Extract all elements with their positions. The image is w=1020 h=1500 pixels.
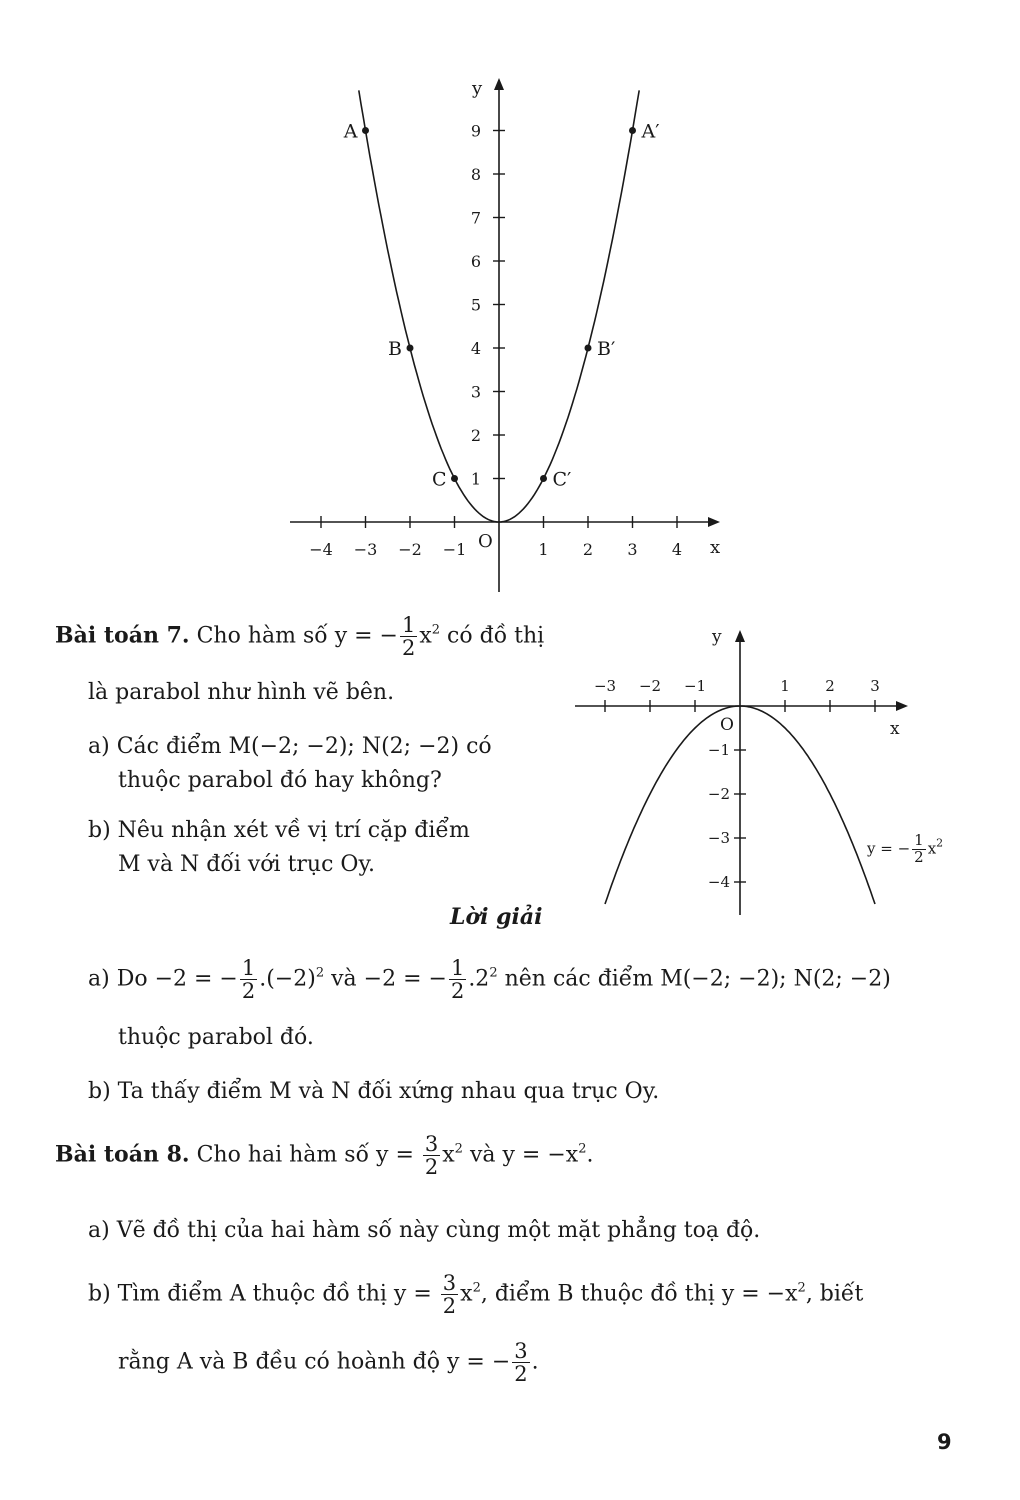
y-tick-label: −4	[707, 873, 730, 891]
problem-7-question-a-2: thuộc parabol đó hay không?	[118, 768, 442, 793]
y-tick-label: −3	[707, 829, 730, 847]
solution-a-line-2: thuộc parabol đó.	[118, 1025, 314, 1050]
x-tick-label: 1	[538, 540, 549, 559]
problem-7-question-b-2: M và N đối với trục Oy.	[118, 852, 375, 877]
point-label: A′	[641, 120, 660, 143]
point-marker	[451, 475, 458, 482]
solution-a-line-1: a) Do −2 = − $\frac{1}{2}$ $.(-2)^2$ và −2 = − $\frac{1}{2}$ $.2^2$ nên các điểm M(−2; −2); N(2; −2)	[88, 956, 891, 1004]
point-label: B	[388, 338, 402, 360]
y-tick-label: −2	[707, 785, 730, 803]
x-tick-label: 3	[627, 540, 638, 559]
y-tick-label: 4	[470, 339, 481, 358]
x-tick-label: −3	[593, 677, 617, 695]
point-marker	[629, 127, 636, 134]
x-tick-label: 4	[671, 540, 683, 559]
x-tick-label: 2	[582, 540, 594, 559]
x-tick-label: −2	[638, 677, 662, 695]
y-tick-label: 6	[470, 252, 481, 271]
parabol-graph-y-x2	[270, 70, 740, 600]
point-marker	[585, 345, 592, 352]
problem-8-line-1: Bài toán 8. Cho hai hàm số y = $\frac{3}{2}$ $x^2$ và $y = -x^2$.	[55, 1132, 594, 1180]
point-label: C′	[552, 468, 572, 491]
x-tick-label: 1	[780, 677, 790, 695]
point-label: B′	[597, 338, 616, 360]
curve-label: y = − $\frac{1}{2}$ $x^2$	[867, 831, 944, 866]
problem-8-question-a: a) Vẽ đồ thị của hai hàm số này cùng một mặt phẳng toạ độ.	[88, 1218, 761, 1243]
problem-7-title: Bài toán 7.	[55, 622, 190, 649]
y-axis-label: y	[472, 78, 483, 99]
origin-label: O	[720, 715, 734, 735]
x-tick-label: −1	[442, 540, 467, 559]
solution-b: b) Ta thấy điểm M và N đối xứng nhau qua trục Oy.	[88, 1079, 660, 1104]
x-tick-label: 3	[870, 677, 880, 695]
y-tick-label: −1	[707, 741, 730, 759]
y-tick-label: 2	[470, 426, 481, 445]
y-tick-label: 3	[470, 382, 481, 402]
x-tick-label: −3	[353, 540, 378, 559]
y-tick-label: 5	[470, 295, 481, 315]
x-axis-label: x	[710, 537, 721, 558]
y-tick-label: 7	[470, 208, 481, 228]
x-tick-label: −2	[398, 540, 422, 559]
y-tick-label: 8	[470, 165, 481, 184]
origin-label: O	[478, 531, 493, 552]
problem-7-line-1: Bài toán 7. Cho hàm số y = − $\frac{1}{2}$ $x^2$ có đồ thị	[55, 613, 545, 661]
problem-7-question-b-1: b) Nêu nhận xét về vị trí cặp điểm	[88, 818, 470, 843]
problem-7-line-2: là parabol như hình vẽ bên.	[88, 680, 395, 705]
point-marker	[540, 475, 547, 482]
problem-8-question-b-2: rằng A và B đều có hoành độ y = − $\frac{3}{2}$ .	[118, 1339, 539, 1387]
y-axis-arrow	[494, 78, 504, 90]
y-tick-label: 1	[470, 469, 481, 489]
problem-8-question-b-1: b) Tìm điểm A thuộc đồ thị y = $\frac{3}{2}$ $x^2$, điểm B thuộc đồ thị $y = -x^2$, biết	[88, 1271, 864, 1319]
point-marker	[407, 345, 414, 352]
x-axis-label: x	[890, 719, 900, 739]
point-label: C	[431, 468, 447, 491]
y-tick-label: 9	[470, 121, 481, 141]
x-axis-arrow	[708, 517, 720, 527]
solution-heading: Lời giải	[450, 904, 543, 930]
point-marker	[362, 127, 369, 134]
parabol-graph-y-neg-half-x2	[570, 620, 970, 920]
x-tick-label: −4	[309, 540, 333, 559]
x-tick-label: −1	[683, 677, 707, 695]
page-number: 9	[937, 1430, 952, 1454]
point-label: A	[343, 120, 358, 143]
x-tick-label: 2	[825, 677, 835, 695]
y-axis-arrow	[735, 630, 745, 642]
problem-7-question-a-1: a) Các điểm M(−2; −2); N(2; −2) có	[88, 734, 492, 759]
problem-8-title: Bài toán 8.	[55, 1141, 190, 1168]
x-axis-arrow	[896, 701, 908, 711]
y-axis-label: y	[712, 627, 722, 647]
